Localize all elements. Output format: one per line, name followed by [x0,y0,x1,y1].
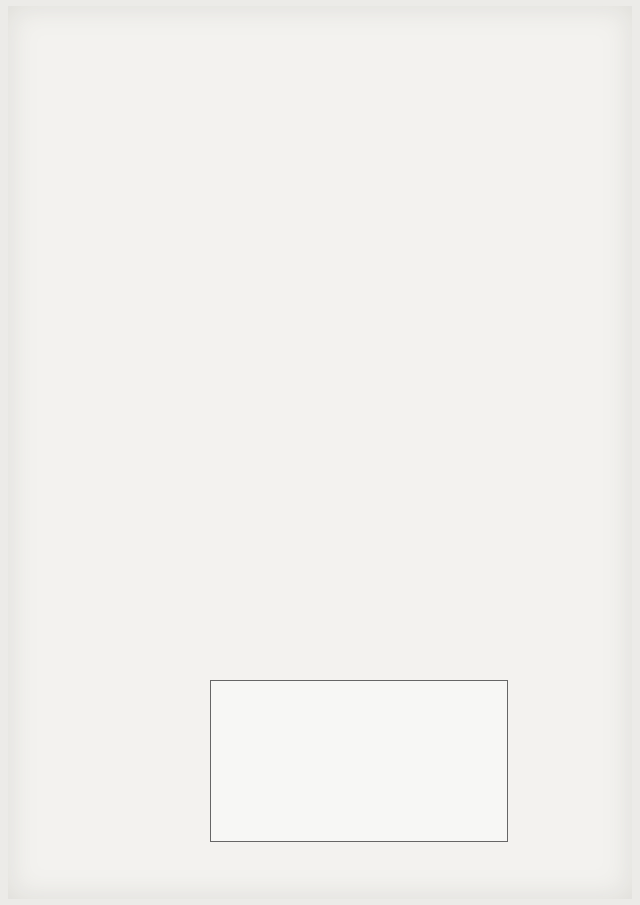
chart-plot [211,681,507,841]
option-distribution-chart [210,680,508,842]
